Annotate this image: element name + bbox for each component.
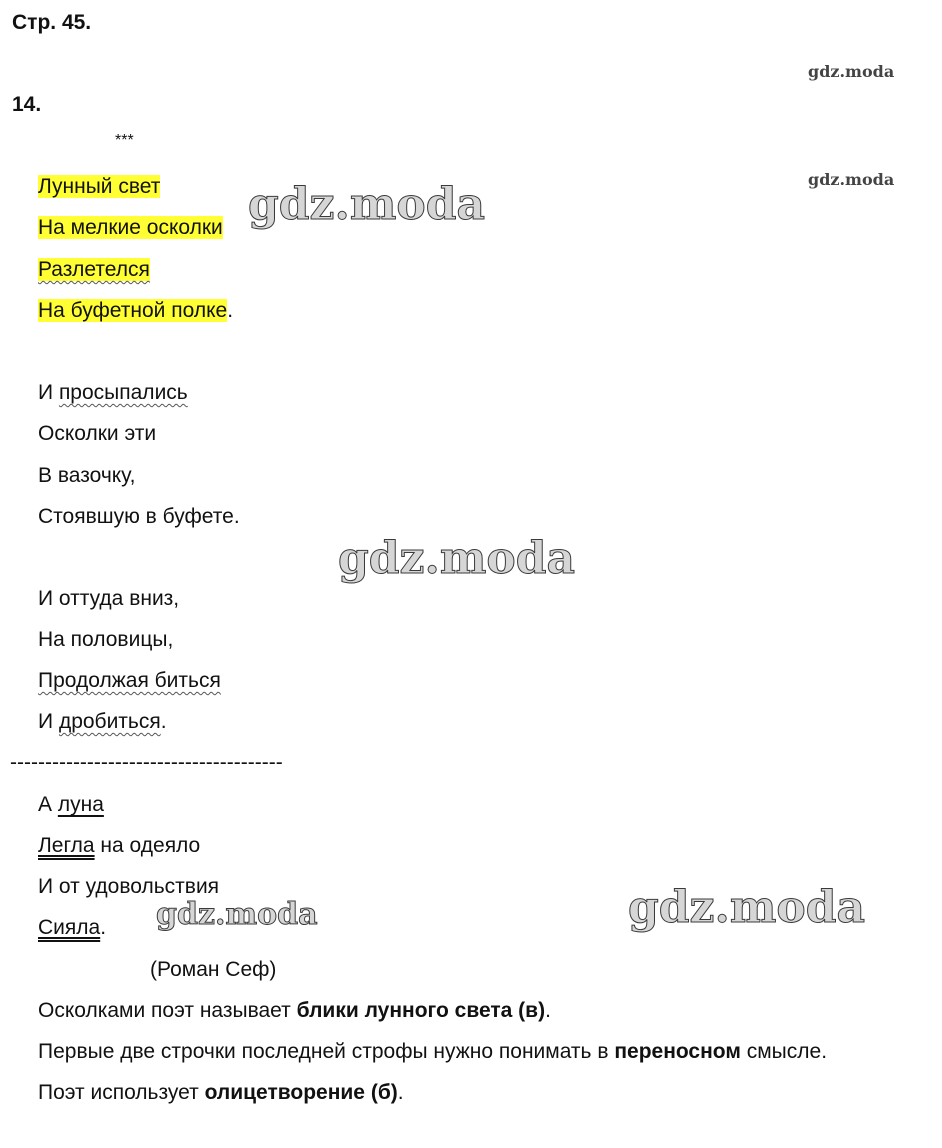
answer-text: Осколками поэт называет <box>38 999 297 1022</box>
text-fragment: И <box>38 381 59 404</box>
predicate-word: Легла <box>38 834 95 857</box>
predicate-word: Сияла <box>38 916 101 939</box>
poem-line <box>38 668 221 693</box>
poem-line <box>38 792 104 817</box>
text-fragment: И <box>38 710 59 733</box>
answer-text: . <box>545 999 551 1022</box>
answer-line <box>38 1039 827 1064</box>
poem-line <box>38 298 233 323</box>
highlighted-subject: Лунный свет <box>38 175 161 198</box>
watermark: gdz.moda <box>808 62 895 81</box>
poem-line <box>38 380 188 405</box>
answer-text: . <box>397 1081 404 1104</box>
poem-line <box>38 709 167 734</box>
poem-line: Осколки эти <box>38 422 157 445</box>
answer-bold: блики лунного света (в) <box>296 999 546 1022</box>
separator-line: --------------------------------------- <box>10 751 283 774</box>
poem-line <box>38 915 106 940</box>
poem-stars: *** <box>115 132 134 149</box>
watermark: gdz.moda <box>808 170 895 189</box>
watermark: gdz.moda <box>338 533 576 584</box>
answer-text: Первые две строчки последней строфы нужно понимать в <box>38 1040 615 1063</box>
highlighted-predicate: Разлетелся <box>38 258 150 281</box>
poem-line: В вазочку, <box>38 464 136 487</box>
poem-line: И оттуда вниз, <box>38 587 180 610</box>
poem-line: Стоявшую в буфете. <box>38 505 240 528</box>
highlighted-text: На буфетной полке <box>38 299 228 322</box>
punctuation: . <box>100 916 107 939</box>
poem-line <box>38 174 160 199</box>
answer-text: смысле. <box>740 1040 828 1063</box>
highlighted-text: На мелкие осколки <box>38 216 223 239</box>
poem-line: На половицы, <box>38 628 174 651</box>
text-fragment: А <box>38 793 58 816</box>
predicate-word: дробиться <box>58 710 161 733</box>
punctuation: . <box>160 710 167 733</box>
text-fragment: на одеяло <box>94 834 201 857</box>
task-number: 14. <box>12 93 42 116</box>
poem-line <box>38 257 150 282</box>
watermark: gdz.moda <box>156 897 318 932</box>
punctuation: . <box>227 299 234 322</box>
answer-bold: олицетворение (б) <box>204 1081 398 1104</box>
answer-line <box>38 998 551 1023</box>
answer-line <box>38 1080 404 1105</box>
watermark: gdz.moda <box>248 179 486 230</box>
predicate-word: Продолжая биться <box>38 669 221 692</box>
poem-line <box>38 215 223 240</box>
poem-line: И от удовольствия <box>38 875 220 898</box>
answer-bold: переносном <box>614 1040 741 1063</box>
subject-word: луна <box>57 793 104 816</box>
poem-author: (Роман Сеф) <box>150 958 277 981</box>
page-number: Стр. 45. <box>12 11 92 34</box>
poem-line <box>38 833 200 858</box>
watermark: gdz.moda <box>628 882 866 933</box>
answer-text: Поэт использует <box>38 1081 205 1104</box>
predicate-word: просыпались <box>58 381 188 404</box>
